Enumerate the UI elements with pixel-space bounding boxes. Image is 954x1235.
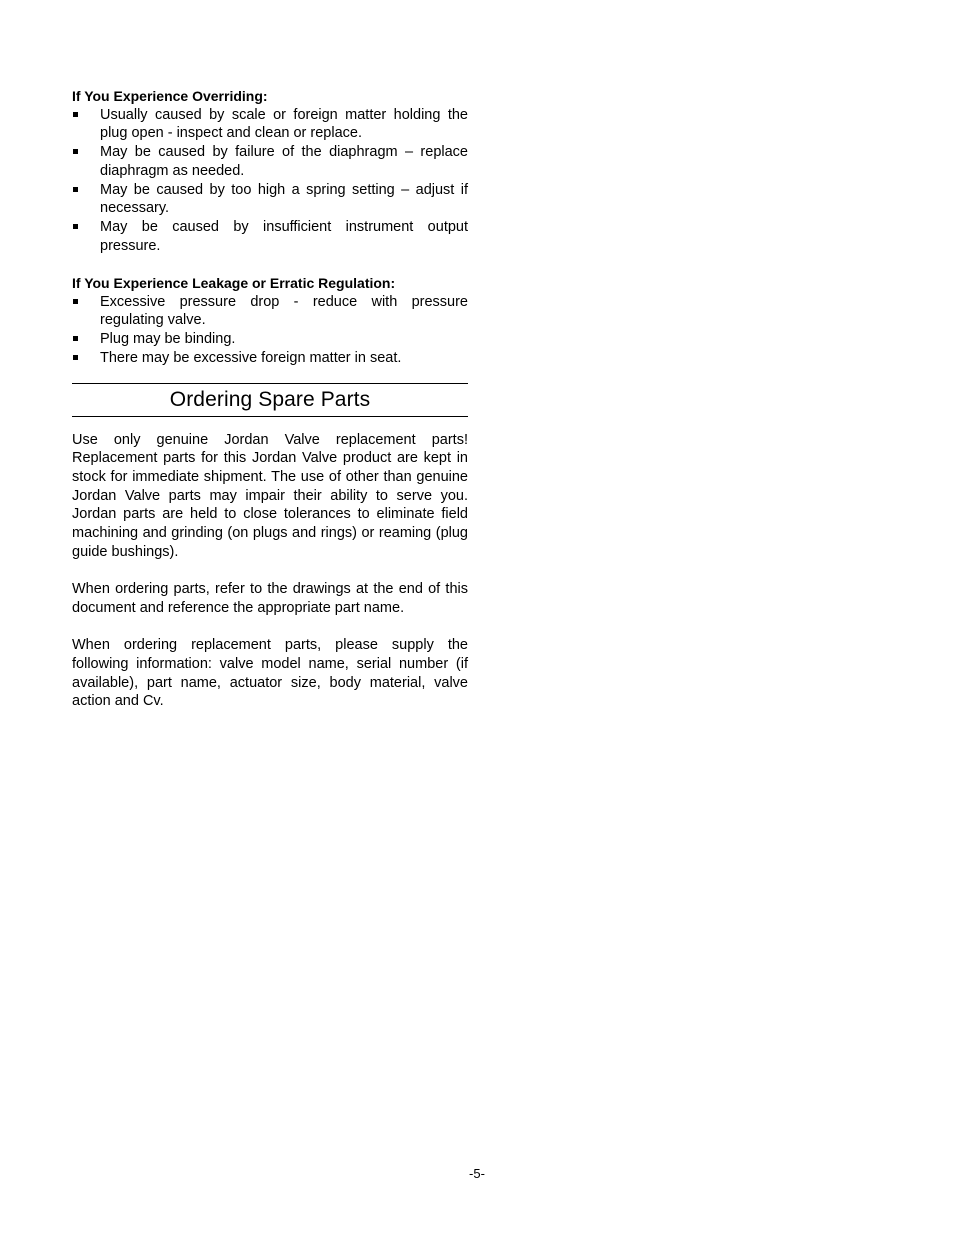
list-item-text: There may be excessive foreign matter in seat. — [100, 349, 402, 366]
leakage-heading: If You Experience Leakage or Erratic Regulation: — [72, 275, 396, 292]
document-column — [72, 87, 468, 711]
paragraph-genuine-parts: Use only genuine Jordan Valve replacement parts! Replacement parts for this Jordan Valve product are kept in stock for immediate shipment. The use of other than genuine Jordan Valve parts may impair their ability to serve you. Jordan parts are held to close tolerances to eliminate field machining and grinding (on plugs and rings) or reaming (plug guide bushings). — [72, 431, 468, 560]
paragraph-refer-drawings: When ordering parts, refer to the drawings at the end of this document and reference the appropriate part name. — [72, 581, 468, 616]
list-item — [72, 349, 468, 368]
list-item-text: May be caused by insufficient instrument output pressure. — [100, 218, 468, 254]
list-item — [72, 293, 468, 330]
bullet-square-icon — [73, 299, 78, 304]
bullet-square-icon — [73, 149, 78, 154]
paragraph-supply-info: When ordering replacement parts, please supply the following information: valve model name, serial number (if available), part name, actuator size, body material, valve action and Cv. — [72, 637, 468, 710]
bullet-square-icon — [73, 336, 78, 341]
bullet-square-icon — [73, 355, 78, 360]
list-item-text: May be caused by too high a spring setting – adjust if necessary. — [100, 181, 468, 217]
spacer — [72, 255, 468, 274]
section-title-box — [72, 383, 468, 417]
bullet-square-icon — [73, 112, 78, 117]
leakage-list — [72, 293, 468, 368]
list-item — [72, 106, 468, 143]
list-item — [72, 218, 468, 255]
overriding-heading: If You Experience Overriding: — [72, 88, 268, 104]
list-item-text: Excessive pressure drop - reduce with pressure regulating valve. — [100, 293, 468, 329]
section-title: Ordering Spare Parts — [169, 387, 371, 411]
overriding-list — [72, 106, 468, 256]
list-item — [72, 181, 468, 218]
list-item — [72, 143, 468, 180]
list-item-text: Usually caused by scale or foreign matter holding the plug open - inspect and clean or replace. — [100, 106, 468, 142]
page-number: -5- — [469, 1166, 485, 1181]
list-item-text: May be caused by failure of the diaphragm – replace diaphragm as needed. — [100, 144, 468, 179]
bullet-square-icon — [73, 224, 78, 229]
list-item-text: Plug may be binding. — [100, 331, 236, 348]
bullet-square-icon — [73, 187, 78, 192]
list-item — [72, 330, 468, 349]
